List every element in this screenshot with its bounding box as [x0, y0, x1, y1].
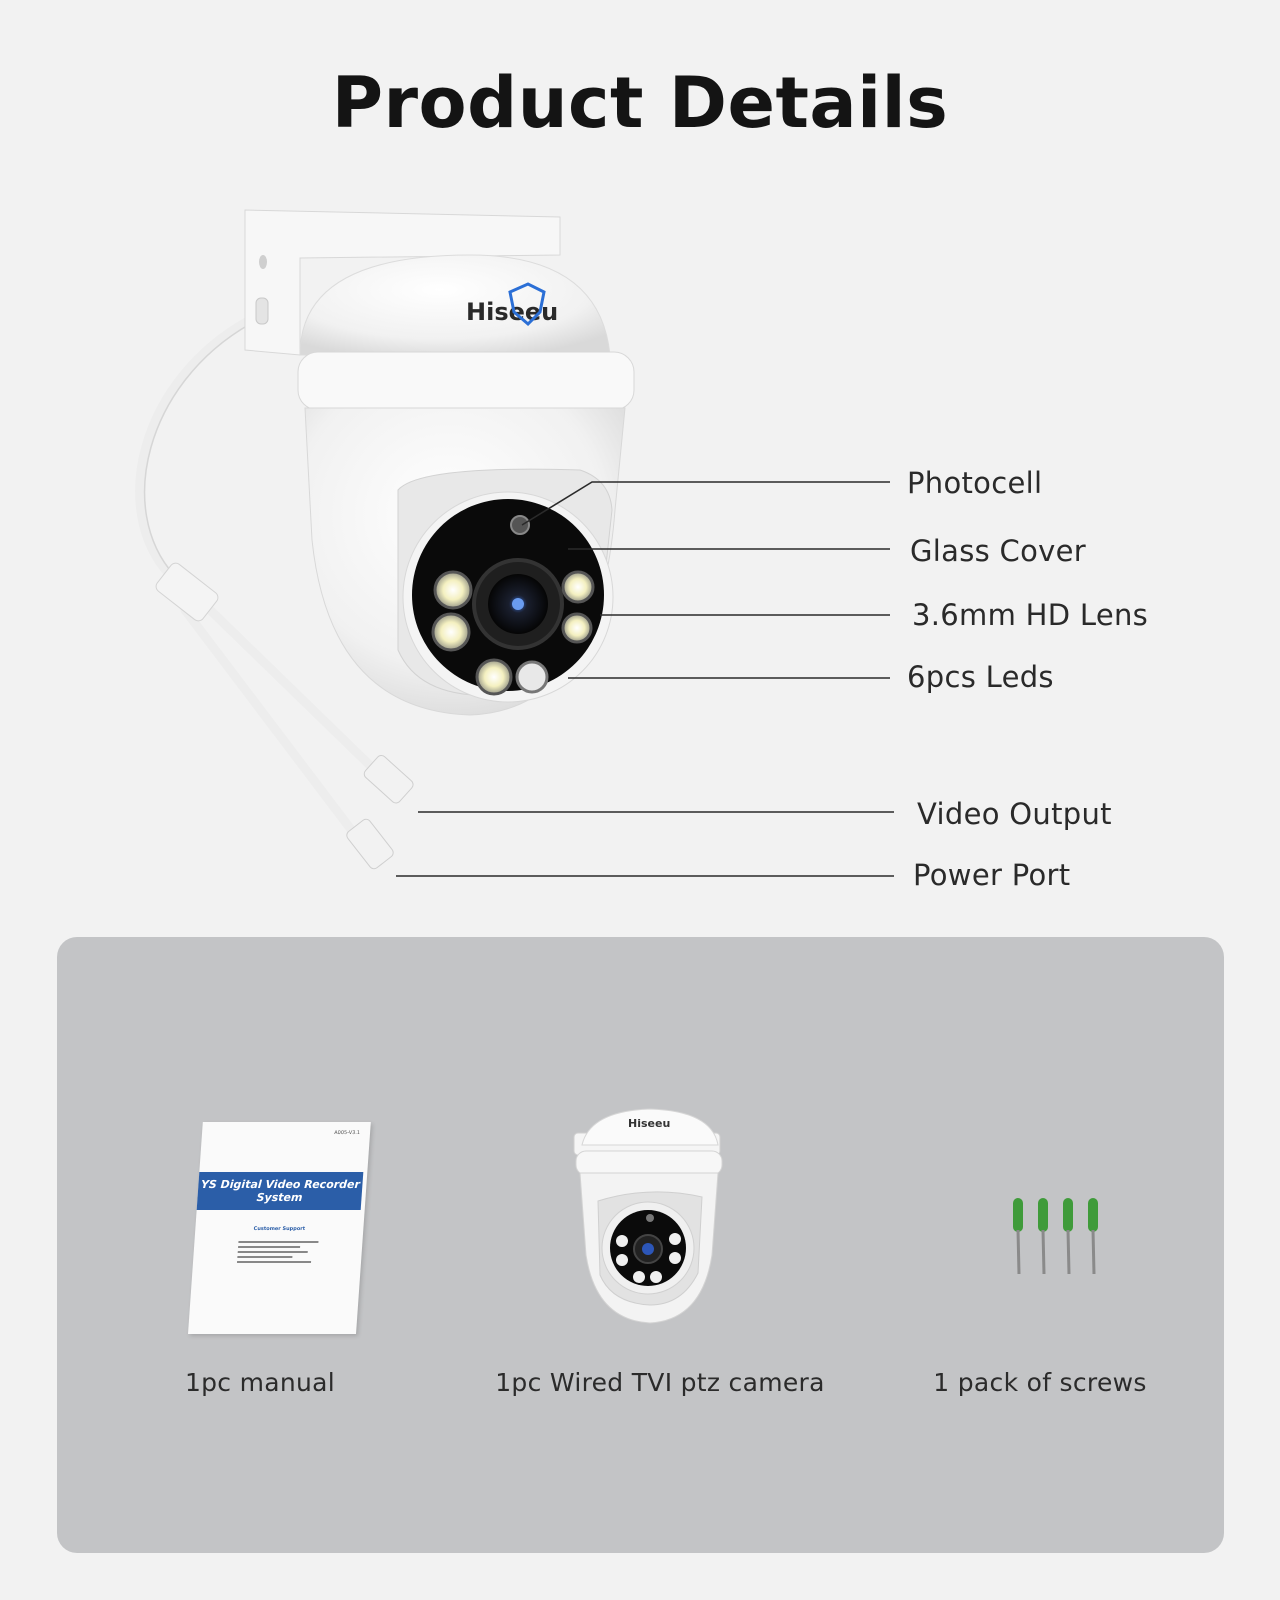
manual-icon — [188, 1122, 361, 1334]
item-label-screws: 1 pack of screws — [933, 1368, 1147, 1397]
page-title: Product Details — [331, 62, 949, 144]
brand-logo: Hiseeu — [466, 298, 559, 326]
camera-illustration — [0, 180, 1280, 900]
item-label-manual: 1pc manual — [184, 1368, 336, 1397]
manual-support-heading: Customer Support — [253, 1226, 306, 1232]
screws-icon — [1008, 1194, 1108, 1278]
callout-photocell: Photocell — [907, 466, 1043, 500]
callout-leds: 6pcs Leds — [907, 660, 1054, 694]
manual-text-lines — [237, 1238, 319, 1266]
callout-power-port: Power Port — [913, 858, 1071, 892]
manual-title-band: YS Digital Video Recorder System — [197, 1172, 364, 1210]
callout-hd-lens: 3.6mm HD Lens — [912, 598, 1149, 632]
callout-video-output: Video Output — [917, 797, 1112, 831]
callout-glass-cover: Glass Cover — [910, 534, 1086, 568]
camera-icon — [572, 1105, 732, 1330]
manual-code: A005-V3.1 — [333, 1130, 361, 1136]
item-label-camera: 1pc Wired TVI ptz camera — [495, 1368, 825, 1397]
svg-text:Hiseeu: Hiseeu — [628, 1117, 671, 1130]
